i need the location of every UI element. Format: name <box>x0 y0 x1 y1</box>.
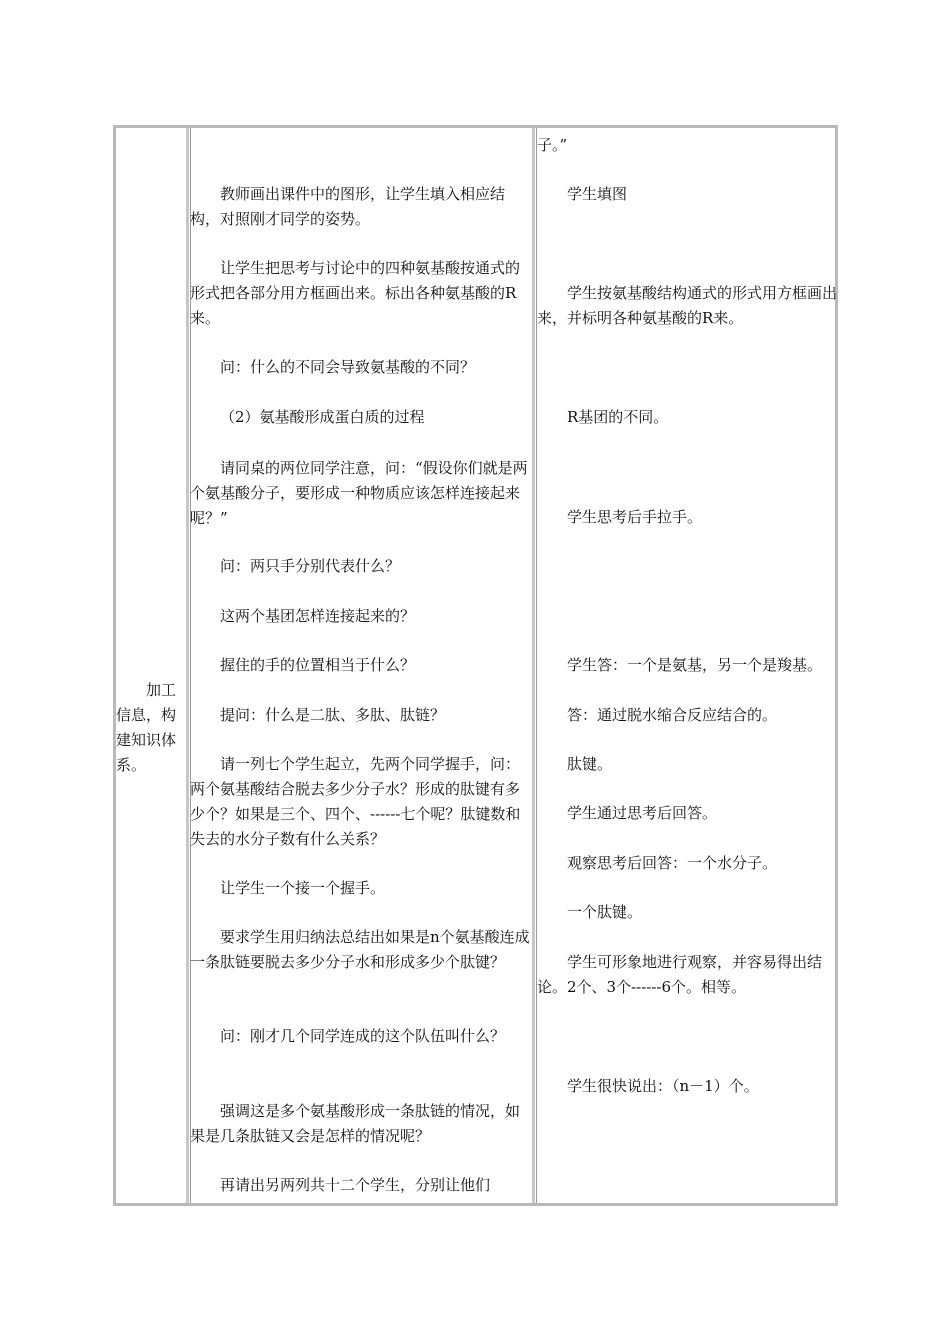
teacher-paragraph: 强调这是多个氨基酸形成一条肽链的情况，如果是几条肽链又会是怎样的情况呢？ <box>190 1102 521 1145</box>
teacher-paragraph: （2）氨基酸形成蛋白质的过程 <box>220 408 425 426</box>
teacher-paragraph: 再请出另两列共十二个学生，分别让他们 <box>220 1176 491 1194</box>
student-paragraph: 子。” <box>537 136 568 154</box>
teacher-paragraph: 问：刚才几个同学连成的这个队伍叫什么？ <box>220 1027 506 1045</box>
teacher-paragraph: 请一列七个学生起立，先两个同学握手，问：两个氨基酸结合脱去多少分子水？形成的肽键有多少个？如果是三个、四个、------七个呢？肽键数和失去的水分子数有什么关系？ <box>190 755 521 848</box>
student-paragraph: 学生很快说出：（n－1）个。 <box>567 1077 759 1095</box>
teacher-paragraph: 请同桌的两位同学注意，问：“假设你们就是两个氨基酸分子，要形成一种物质应该怎样连接起来呢？” <box>190 459 528 527</box>
student-paragraph: 肽键。 <box>567 755 613 773</box>
stage-label: 加工信息，构建知识体系。 <box>116 681 177 774</box>
column-divider <box>532 128 535 1203</box>
student-paragraph: 学生思考后手拉手。 <box>567 508 703 526</box>
teacher-paragraph: 这两个基团怎样连接起来的？ <box>220 607 416 625</box>
student-paragraph: 答：通过脱水缩合反应结合的。 <box>567 706 778 724</box>
stage-cell <box>116 128 186 1203</box>
teacher-activity-cell <box>190 128 532 1203</box>
student-paragraph: 学生可形象地进行观察，并容易得出结论。2个、3个------6个。相等。 <box>537 953 823 996</box>
teacher-paragraph: 问：什么的不同会导致氨基酸的不同？ <box>220 358 476 376</box>
student-paragraph: 观察思考后回答：一个水分子。 <box>567 854 778 872</box>
teacher-paragraph: 问：两只手分别代表什么？ <box>220 557 401 575</box>
teacher-paragraph: 让学生把思考与讨论中的四种氨基酸按通式的形式把各部分用方框画出来。标出各种氨基酸的R来。 <box>190 259 521 327</box>
student-paragraph: R基团的不同。 <box>567 408 669 426</box>
teacher-paragraph: 握住的手的位置相当于什么？ <box>220 656 416 674</box>
teacher-paragraph: 要求学生用归纳法总结出如果是n个氨基酸连成一条肽链要脱去多少分子水和形成多少个肽键？ <box>190 928 530 971</box>
teacher-paragraph: 让学生一个接一个握手。 <box>220 879 386 897</box>
student-paragraph: 学生答：一个是氨基，另一个是羧基。 <box>567 656 823 674</box>
student-paragraph: 学生填图 <box>567 185 628 203</box>
student-paragraph: 一个肽键。 <box>567 903 643 921</box>
student-paragraph: 学生按氨基酸结构通式的形式用方框画出来，并标明各种氨基酸的R来。 <box>537 284 838 327</box>
teacher-paragraph: 教师画出课件中的图形，让学生填入相应结构，对照刚才同学的姿势。 <box>190 185 506 228</box>
teacher-paragraph: 提问：什么是二肽、多肽、肽链？ <box>220 706 446 724</box>
student-activity-cell <box>537 128 838 1203</box>
student-paragraph: 学生通过思考后回答。 <box>567 804 718 822</box>
column-divider <box>186 128 189 1203</box>
lesson-table <box>113 125 838 1206</box>
